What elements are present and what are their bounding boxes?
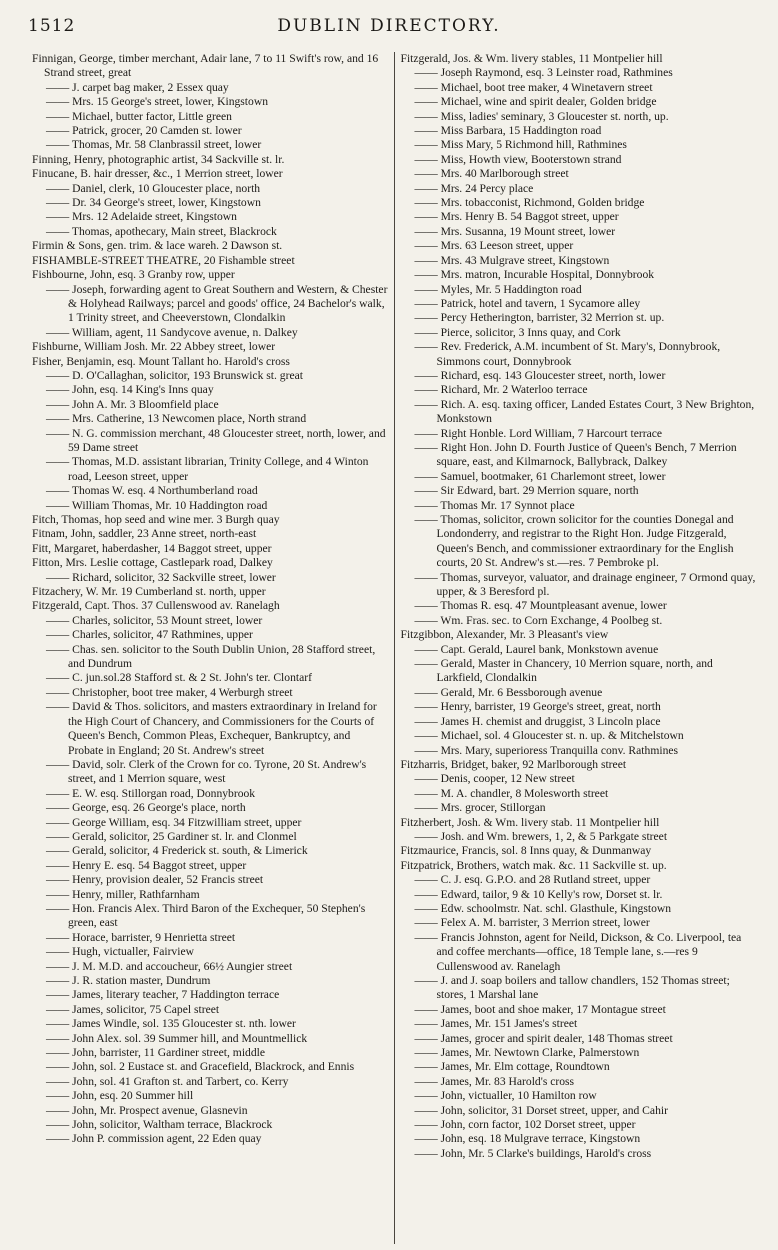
directory-entry: —— George, esq. 26 George's place, north — [46, 801, 246, 815]
directory-entry: —— James, Mr. Newtown Clarke, Palmerstown — [414, 1046, 640, 1060]
directory-entry: —— Thomas, M.D. assistant librarian, Trinity College, and 4 Winton road, Leeson street, upper — [46, 455, 369, 483]
directory-entry: Fitzmaurice, Francis, sol. 8 Inns quay, & Dunmanway — [400, 844, 652, 858]
directory-entry: —— John, solicitor, 31 Dorset street, upper, and Cahir — [414, 1103, 668, 1117]
directory-entry: —— Mrs. 15 George's street, lower, Kingstown — [46, 95, 268, 109]
directory-entry: —— Daniel, clerk, 10 Gloucester place, north — [46, 181, 261, 195]
directory-entry: Fitzharris, Bridget, baker, 92 Marlborough street — [400, 757, 627, 771]
right-column — [395, 52, 759, 1244]
directory-entry: —— Thomas W. esq. 4 Northumberland road — [46, 484, 258, 498]
directory-entry: —— Joseph, forwarding agent to Great Southern and Western, & Chester & Holyhead Railways; parcel and goods' office, 24 Bachelor's walk, 1 Trinity street, and Cheeverstown, Clondalkin — [46, 282, 388, 325]
directory-entry: —— James H. chemist and druggist, 3 Lincoln place — [414, 714, 661, 728]
directory-entry: —— John, solicitor, Waltham terrace, Blackrock — [46, 1118, 273, 1132]
directory-entry: —— Pierce, solicitor, 3 Inns quay, and Cork — [414, 325, 621, 339]
directory-entry: —— Henry E. esq. 54 Baggot street, upper — [46, 858, 247, 872]
directory-entry: FISHAMBLE-STREET THEATRE, 20 Fishamble street — [32, 253, 295, 267]
directory-entry: —— John Alex. sol. 39 Summer hill, and Mountmellick — [46, 1031, 308, 1045]
directory-entry: Fitnam, John, saddler, 23 Anne street, north-east — [32, 527, 257, 541]
directory-entry: —— N. G. commission merchant, 48 Gloucester street, north, lower, and 59 Dame street — [46, 426, 386, 454]
directory-entry: —— Mrs. matron, Incurable Hospital, Donnybrook — [414, 268, 655, 282]
directory-entry: —— C. jun.sol.28 Stafford st. & 2 St. John's ter. Clontarf — [46, 671, 312, 685]
directory-entry: —— Mrs. Mary, superioress Tranquilla conv. Rathmines — [414, 743, 679, 757]
directory-entry: —— J. carpet bag maker, 2 Essex quay — [46, 80, 229, 94]
directory-entry: —— Henry, miller, Rathfarnham — [46, 887, 200, 901]
directory-entry: —— James, literary teacher, 7 Haddington terrace — [46, 988, 280, 1002]
directory-entry: —— Thomas, apothecary, Main street, Blackrock — [46, 224, 277, 238]
directory-entry: —— Mrs. 63 Leeson street, upper — [414, 239, 574, 253]
directory-entry: —— John, victualler, 10 Hamilton row — [414, 1089, 597, 1103]
directory-entry: —— Horace, barrister, 9 Henrietta street — [46, 930, 236, 944]
directory-entry: —— John, Mr. Prospect avenue, Glasnevin — [46, 1103, 248, 1117]
directory-entry: —— Thomas, surveyor, valuator, and drainage engineer, 7 Ormond quay, upper, & 3 Beresford pl. — [414, 570, 756, 599]
directory-entry: Fisher, Benjamin, esq. Mount Tallant ho. Harold's cross — [32, 354, 290, 368]
left-column — [30, 52, 395, 1244]
directory-entry: —— E. W. esq. Stillorgan road, Donnybrook — [46, 786, 256, 800]
page-number: 1512 — [28, 16, 76, 36]
directory-entry: —— David & Thos. solicitors, and masters extraordinary in Ireland for the High Court of Chancery, and Commissioners for the Courts of Queen's Bench, Common Pleas, Exchequer, Bankruptcy, and Probate in England; 20 St. Andrew's street — [46, 700, 377, 757]
directory-entry: —— Mrs. grocer, Stillorgan — [414, 801, 546, 815]
directory-entry: —— Henry, barrister, 19 George's street, great, north — [414, 700, 661, 714]
directory-entry: —— Denis, cooper, 12 New street — [414, 772, 575, 786]
directory-entry: Fitton, Mrs. Leslie cottage, Castlepark road, Dalkey — [32, 556, 273, 570]
directory-entry: —— George William, esq. 34 Fitzwilliam street, upper — [46, 815, 302, 829]
directory-entry: —— John, esq. 20 Summer hill — [46, 1089, 194, 1103]
directory-entry: —— Right Hon. John D. Fourth Justice of Queen's Bench, 7 Merrion square, east, and Kilmarnock, Ballybrack, Dalkey — [414, 440, 737, 469]
directory-entry: —— Mrs. Susanna, 19 Mount street, lower — [414, 224, 616, 238]
directory-entry: —— Gerald, solicitor, 25 Gardiner st. lr. and Clonmel — [46, 829, 297, 843]
directory-entry: Fishburne, William Josh. Mr. 22 Abbey street, lower — [32, 340, 276, 354]
directory-entry: —— James, Mr. 83 Harold's cross — [414, 1074, 575, 1088]
directory-entry: —— Miss Mary, 5 Richmond hill, Rathmines — [414, 138, 627, 152]
directory-entry: —— Michael, butter factor, Little green — [46, 109, 232, 123]
directory-entry: Fitzgerald, Capt. Thos. 37 Cullenswood av. Ranelagh — [32, 599, 280, 613]
directory-entry: —— Christopher, boot tree maker, 4 Werburgh street — [46, 685, 293, 699]
directory-entry: —— M. A. chandler, 8 Molesworth street — [414, 786, 609, 800]
page-header — [28, 14, 750, 44]
directory-entry: —— Francis Johnston, agent for Neild, Dickson, & Co. Liverpool, tea and coffee merchants—office, 18 Temple lane, s.—res 9 Cullenswood av. Ranelagh — [414, 930, 742, 973]
directory-entry: —— James, solicitor, 75 Capel street — [46, 1002, 220, 1016]
directory-entry: —— J. and J. soap boilers and tallow chandlers, 152 Thomas street; stores, 1 Marshal lane — [414, 974, 730, 1002]
directory-entry: —— James Windle, sol. 135 Gloucester st. nth. lower — [46, 1017, 296, 1031]
directory-entry: —— Richard, Mr. 2 Waterloo terrace — [414, 383, 588, 397]
directory-entry: —— Josh. and Wm. brewers, 1, 2, & 5 Parkgate street — [414, 829, 668, 843]
directory-entry: —— D. O'Callaghan, solicitor, 193 Brunswick st. great — [46, 368, 303, 382]
directory-entry: Finning, Henry, photographic artist, 34 Sackville st. lr. — [32, 152, 285, 166]
directory-entry: —— Mrs. tobacconist, Richmond, Golden bridge — [414, 196, 645, 210]
directory-entry: Finucane, B. hair dresser, &c., 1 Merrion street, lower — [32, 167, 283, 181]
directory-entry: —— Thomas, solicitor, crown solicitor for the counties Donegal and Londonderry, and registrar to the Right Hon. Judge Fitzgerald, Queen's Bench, and commissioner extraordinary for the English courts, 20 St. Andrew's st.—res. 7 Pembroke pl. — [414, 513, 734, 570]
directory-entry: —— John, corn factor, 102 Dorset street, upper — [414, 1118, 636, 1132]
directory-entry: —— Samuel, bootmaker, 61 Charlemont street, lower — [414, 469, 666, 483]
directory-entry: —— Felex A. M. barrister, 3 Merrion street, lower — [414, 916, 650, 930]
directory-entry: —— Richard, solicitor, 32 Sackville street, lower — [46, 570, 276, 584]
directory-entry: —— Patrick, hotel and tavern, 1 Sycamore alley — [414, 296, 641, 310]
directory-entry: —— Right Honble. Lord William, 7 Harcourt terrace — [414, 426, 663, 440]
directory-entry: Firmin & Sons, gen. trim. & lace wareh. 2 Dawson st. — [32, 239, 283, 253]
directory-entry: —— John, sol. 2 Eustace st. and Gracefield, Blackrock, and Ennis — [46, 1060, 355, 1074]
directory-entry: —— Mrs. 12 Adelaide street, Kingstown — [46, 210, 237, 224]
directory-entry: —— Wm. Fras. sec. to Corn Exchange, 4 Poolbeg st. — [414, 613, 663, 627]
directory-entry: Fitzgibbon, Alexander, Mr. 3 Pleasant's view — [400, 628, 609, 642]
directory-entry: —— Richard, esq. 143 Gloucester street, north, lower — [414, 368, 666, 382]
directory-entry: —— C. J. esq. G.P.O. and 28 Rutland street, upper — [414, 873, 651, 887]
directory-entry: —— Thomas R. esq. 47 Mountpleasant avenue, lower — [414, 599, 667, 613]
directory-entry: —— Rev. Frederick, A.M. incumbent of St. Mary's, Donnybrook, Simmons court, Donnybrook — [414, 340, 721, 368]
directory-entry: Fitzgerald, Jos. & Wm. livery stables, 11 Montpelier hill — [400, 52, 663, 65]
directory-entry: Fitch, Thomas, hop seed and wine mer. 3 Burgh quay — [32, 513, 280, 526]
directory-entry: —— Mrs. Henry B. 54 Baggot street, upper — [414, 210, 619, 224]
directory-entry: —— Michael, sol. 4 Gloucester st. n. up. & Mitchelstown — [414, 729, 684, 743]
directory-entry: —— Chas. sen. solicitor to the South Dublin Union, 28 Stafford street, and Dundrum — [46, 642, 376, 671]
directory-entry: Finnigan, George, timber merchant, Adair lane, 7 to 11 Swift's row, and 16 Strand street, great — [32, 52, 379, 80]
directory-entry: —— J. R. station master, Dundrum — [46, 974, 211, 987]
directory-entry: —— Gerald, Master in Chancery, 10 Merrion square, north, and Larkfield, Clondalkin — [414, 657, 713, 685]
directory-entry: —— David, solr. Clerk of the Crown for co. Tyrone, 20 St. Andrew's street, and 1 Merrion square, west — [46, 757, 367, 786]
directory-entry: —— James, Mr. 151 James's street — [414, 1017, 578, 1031]
directory-entry: —— Thomas, Mr. 58 Clanbrassil street, lower — [46, 138, 262, 152]
directory-entry: —— Hugh, victualler, Fairview — [46, 945, 194, 959]
directory-entry: —— Mrs. Catherine, 13 Newcomen place, North strand — [46, 412, 307, 426]
directory-entry: —— Gerald, Mr. 6 Bessborough avenue — [414, 685, 603, 699]
directory-entry: —— Mrs. 24 Percy place — [414, 181, 534, 195]
directory-entry: —— J. M. M.D. and accoucheur, 66½ Aungier street — [46, 959, 293, 973]
directory-entry: —— William, agent, 11 Sandycove avenue, n. Dalkey — [46, 325, 298, 339]
directory-entry: —— Joseph Raymond, esq. 3 Leinster road, Rathmines — [414, 66, 673, 80]
directory-entry: —— Thomas Mr. 17 Synnot place — [414, 498, 575, 512]
directory-entry: —— John, barrister, 11 Gardiner street, middle — [46, 1046, 266, 1060]
directory-entry: —— John, esq. 14 King's Inns quay — [46, 383, 214, 397]
directory-entry: —— Rich. A. esq. taxing officer, Landed Estates Court, 3 New Brighton, Monkstown — [414, 397, 755, 426]
directory-entry: —— John P. commission agent, 22 Eden quay — [46, 1132, 262, 1146]
directory-entry: —— Miss, Howth view, Booterstown strand — [414, 152, 622, 166]
directory-entry: —— James, grocer and spirit dealer, 148 Thomas street — [414, 1031, 673, 1045]
directory-entry: —— Mrs. 40 Marlborough street — [414, 167, 569, 181]
directory-entry: —— Hon. Francis Alex. Third Baron of the Exchequer, 50 Stephen's green, east — [46, 901, 366, 930]
directory-entry: Fitt, Margaret, haberdasher, 14 Baggot street, upper — [32, 541, 272, 555]
directory-entry: Fitzpatrick, Brothers, watch mak. &c. 11 Sackville st. up. — [400, 858, 667, 872]
directory-entry: —— Edw. schoolmstr. Nat. schl. Glasthule, Kingstown — [414, 901, 672, 915]
directory-entry: —— Percy Hetherington, barrister, 32 Merrion st. up. — [414, 311, 665, 325]
directory-entry: —— Patrick, grocer, 20 Camden st. lower — [46, 124, 242, 138]
directory-columns — [30, 52, 758, 1244]
directory-entry: —— Charles, solicitor, 47 Rathmines, upper — [46, 628, 253, 642]
directory-entry: —— James, boot and shoe maker, 17 Montague street — [414, 1002, 666, 1016]
directory-entry: —— Mrs. 43 Mulgrave street, Kingstown — [414, 253, 610, 267]
directory-entry: —— John A. Mr. 3 Bloomfield place — [46, 397, 219, 411]
directory-entry: —— John, esq. 18 Mulgrave terrace, Kingstown — [414, 1132, 641, 1146]
directory-entry: —— Edward, tailor, 9 & 10 Kelly's row, Dorset st. lr. — [414, 887, 663, 901]
directory-entry: —— Miss, ladies' seminary, 3 Gloucester st. north, up. — [414, 109, 669, 123]
directory-entry: —— Gerald, solicitor, 4 Frederick st. south, & Limerick — [46, 844, 308, 858]
directory-entry: —— Charles, solicitor, 53 Mount street, lower — [46, 613, 263, 627]
directory-entry: —— Dr. 34 George's street, lower, Kingstown — [46, 196, 261, 210]
directory-entry: —— Sir Edward, bart. 29 Merrion square, north — [414, 484, 639, 498]
directory-entry: —— James, Mr. Elm cottage, Roundtown — [414, 1060, 610, 1074]
directory-entry: —— Henry, provision dealer, 52 Francis street — [46, 873, 264, 887]
directory-entry: Fitzachery, W. Mr. 19 Cumberland st. north, upper — [32, 585, 266, 599]
directory-entry: —— Myles, Mr. 5 Haddington road — [414, 282, 582, 296]
directory-entry: —— Michael, boot tree maker, 4 Winetavern street — [414, 80, 653, 94]
directory-entry: —— John, Mr. 5 Clarke's buildings, Harold's cross — [414, 1146, 652, 1160]
directory-entry: —— Michael, wine and spirit dealer, Golden bridge — [414, 95, 657, 109]
directory-entry: Fishbourne, John, esq. 3 Granby row, upper — [32, 268, 235, 282]
directory-entry: Fitzherbert, Josh. & Wm. livery stab. 11 Montpelier hill — [400, 815, 660, 829]
directory-entry: —— Capt. Gerald, Laurel bank, Monkstown avenue — [414, 642, 659, 656]
directory-entry: —— William Thomas, Mr. 10 Haddington road — [46, 498, 268, 512]
page-title: DUBLIN DIRECTORY. — [277, 16, 501, 36]
directory-entry: —— John, sol. 41 Grafton st. and Tarbert, co. Kerry — [46, 1074, 289, 1088]
directory-entry: —— Miss Barbara, 15 Haddington road — [414, 124, 602, 138]
